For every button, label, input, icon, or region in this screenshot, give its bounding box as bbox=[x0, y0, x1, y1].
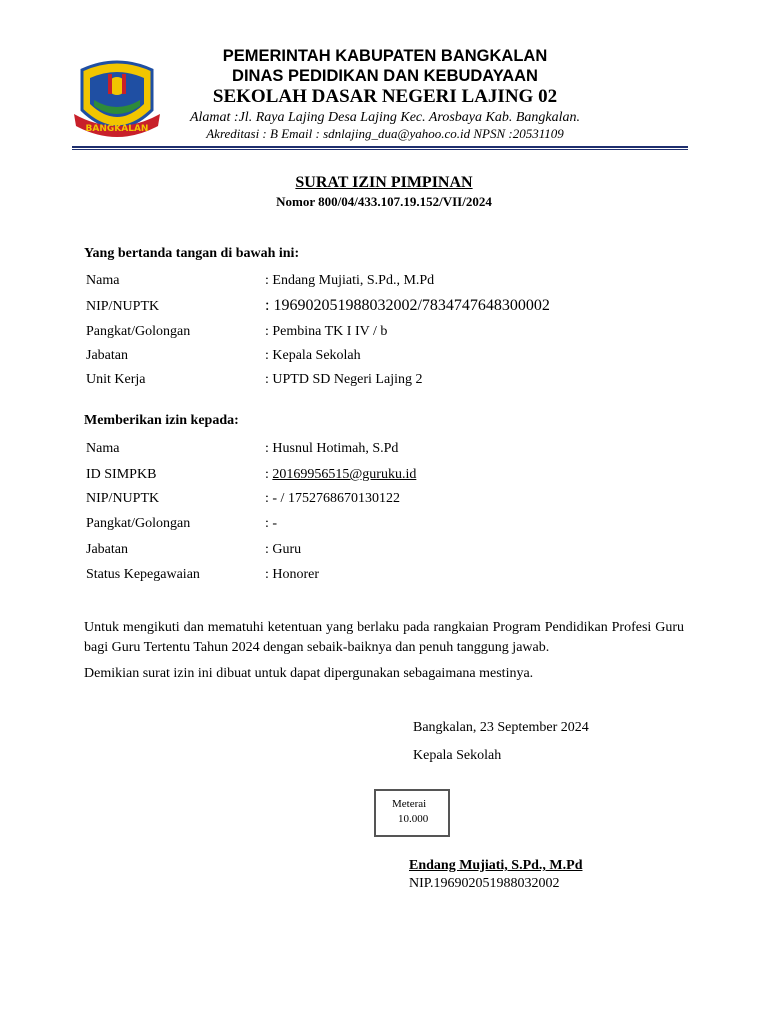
field-value: : Pembina TK I IV / b bbox=[265, 324, 388, 339]
body-paragraph-purpose: Untuk mengikuti dan mematuhi ketentuan yang berlaku pada rangkaian Program Pendidikan Profesi Guru bagi Guru Tertentu Tahun 2024 dengan sebaik-baiknya dan penuh tanggung jawab. bbox=[84, 620, 684, 655]
field-label: Nama bbox=[86, 273, 120, 288]
stamp-label: Meterai bbox=[392, 798, 427, 810]
field-value: : UPTD SD Negeri Lajing 2 bbox=[265, 372, 423, 387]
signer-nip: NIP.196902051988032002 bbox=[409, 876, 560, 891]
simpkb-email-link[interactable]: 20169956515@guruku.id bbox=[272, 467, 417, 482]
field-label: NIP/NUPTK bbox=[86, 299, 160, 314]
field-label: Pangkat/Golongan bbox=[86, 324, 191, 339]
letter-number: Nomor 800/04/433.107.19.152/VII/2024 bbox=[276, 194, 492, 209]
field-label: Nama bbox=[86, 441, 120, 456]
stamp-value: 10.000 bbox=[398, 813, 429, 825]
field-label: NIP/NUPTK bbox=[86, 491, 160, 506]
letterhead-divider bbox=[72, 146, 688, 148]
logo-lettering: BANGKALAN bbox=[85, 124, 149, 134]
signer-name: Endang Mujiati, S.Pd., M.Pd bbox=[409, 858, 583, 873]
letterhead-divider-thin bbox=[72, 149, 688, 150]
letterhead-accreditation: Akreditasi : B Email : sdnlajing_dua@yahoo.co.id NPSN :20531109 bbox=[206, 126, 564, 141]
letterhead-department: DINAS PEDIDIKAN DAN KEBUDAYAAN bbox=[232, 67, 538, 85]
field-value: : Honorer bbox=[265, 567, 320, 582]
field-label: Pangkat/Golongan bbox=[86, 516, 191, 531]
field-label: Unit Kerja bbox=[86, 372, 146, 387]
field-value: : - / 1752768670130122 bbox=[265, 491, 400, 506]
field-label: Jabatan bbox=[86, 542, 128, 557]
value-prefix: : bbox=[265, 467, 273, 482]
field-label: Jabatan bbox=[86, 348, 128, 363]
recipient-section-heading: Memberikan izin kepada: bbox=[84, 413, 239, 428]
field-label: ID SIMPKB bbox=[86, 467, 157, 482]
field-value: : 196902051988032002/7834747648300002 bbox=[265, 297, 550, 314]
revenue-stamp-box bbox=[374, 789, 450, 837]
signer-section-heading: Yang bertanda tangan di bawah ini: bbox=[84, 246, 300, 261]
field-value: : - bbox=[265, 516, 278, 531]
letter-title: SURAT IZIN PIMPINAN bbox=[295, 174, 473, 191]
field-value: : Husnul Hotimah, S.Pd bbox=[265, 441, 399, 456]
district-emblem-logo bbox=[72, 52, 162, 142]
letterhead bbox=[160, 46, 610, 142]
body-paragraph-closing: Demikian surat izin ini dibuat untuk dapat dipergunakan sebagaimana mestinya. bbox=[84, 666, 534, 681]
field-value: : Guru bbox=[265, 542, 302, 557]
place-date: Bangkalan, 23 September 2024 bbox=[413, 720, 589, 735]
field-value: : Kepala Sekolah bbox=[265, 348, 361, 363]
signer-position: Kepala Sekolah bbox=[413, 748, 502, 763]
letterhead-school-name: SEKOLAH DASAR NEGERI LAJING 02 bbox=[212, 86, 558, 107]
field-label: Status Kepegawaian bbox=[86, 567, 200, 582]
letterhead-government: PEMERINTAH KABUPATEN BANGKALAN bbox=[222, 47, 548, 65]
letterhead-address: Alamat :Jl. Raya Lajing Desa Lajing Kec. Arosbaya Kab. Bangkalan. bbox=[189, 110, 581, 125]
field-value bbox=[265, 467, 416, 483]
field-value: : Endang Mujiati, S.Pd., M.Pd bbox=[265, 273, 435, 288]
